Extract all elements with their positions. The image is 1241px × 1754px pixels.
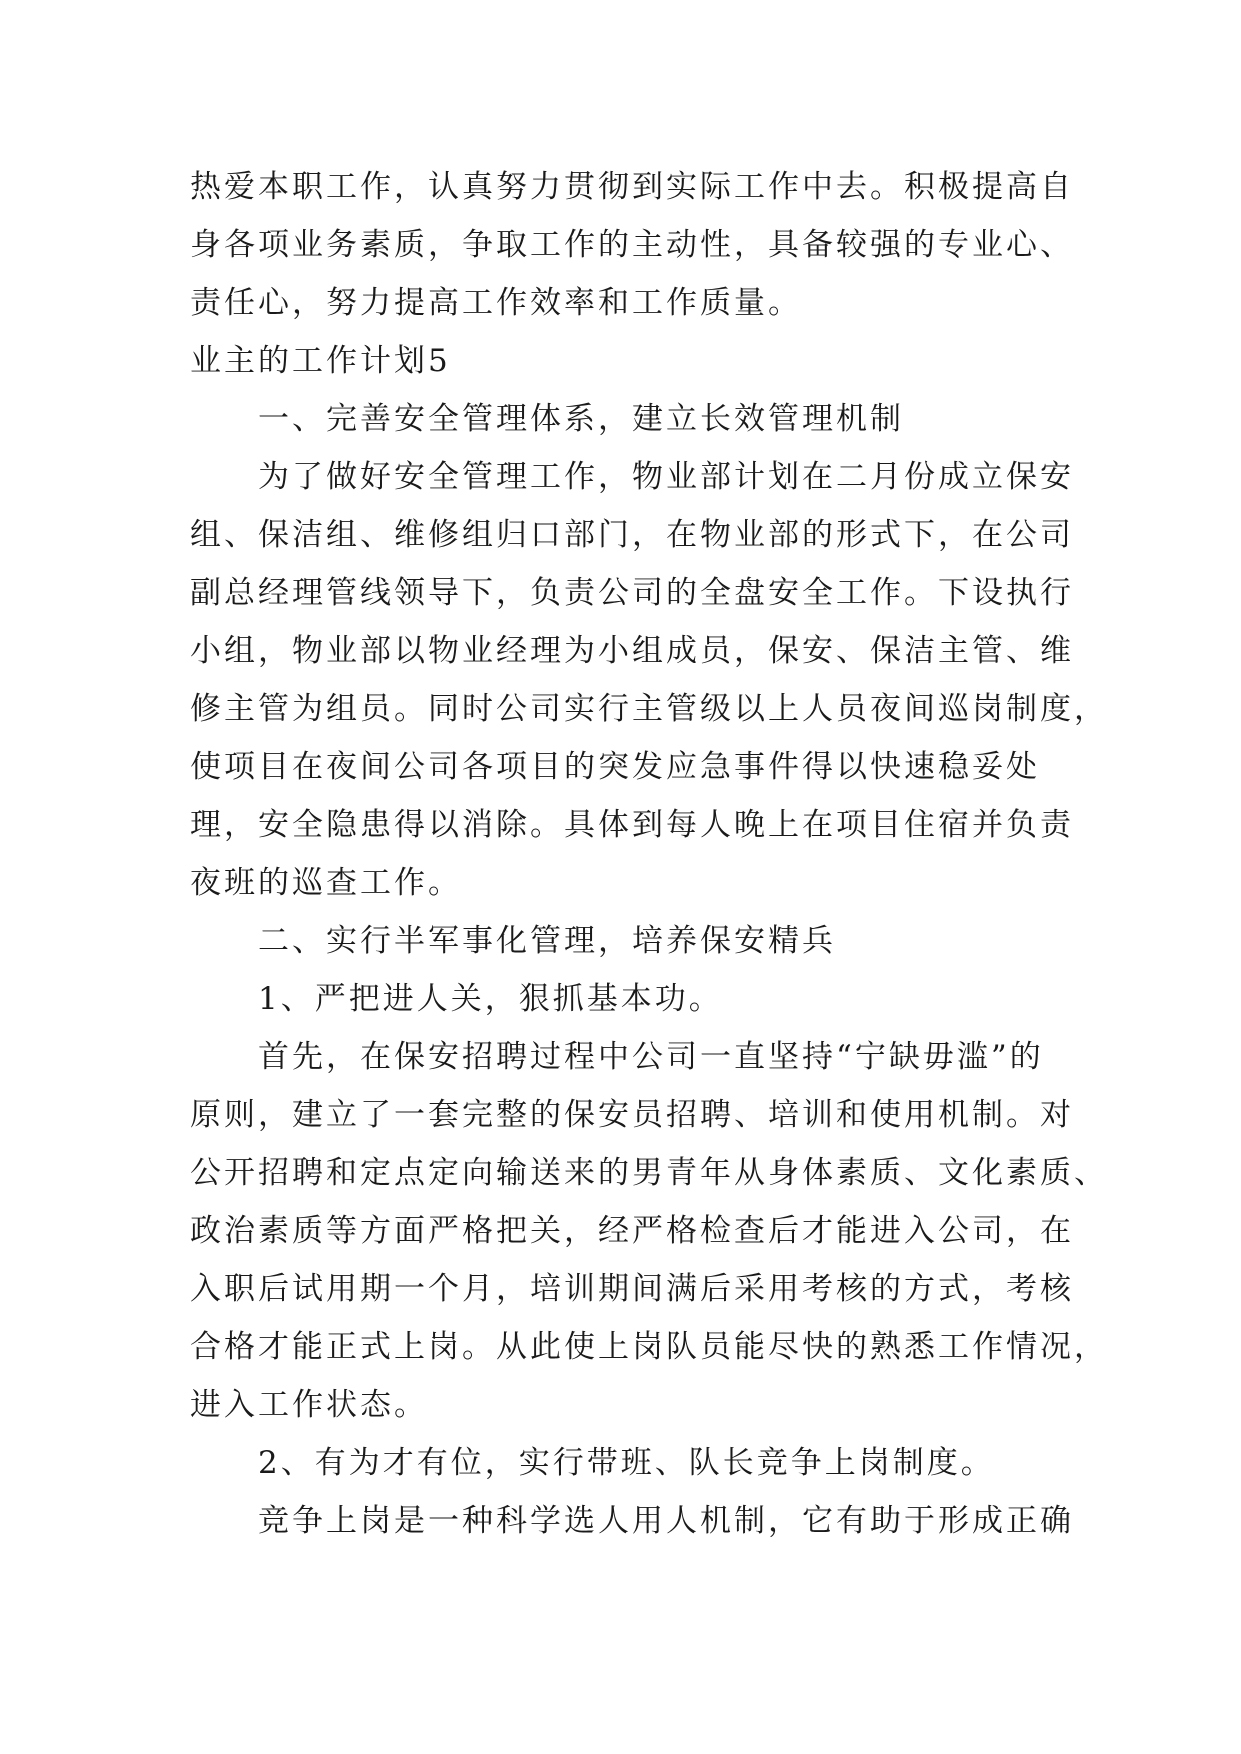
text-line: 组、保洁组、维修组归口部门，在物业部的形式下，在公司 [190, 517, 1074, 553]
text-line: 身各项业务素质，争取工作的主动性，具备较强的专业心、 [190, 227, 1074, 263]
heading-2: 二、实行半军事化管理，培养保安精兵 [258, 923, 836, 959]
text-line: 原则，建立了一套完整的保安员招聘、培训和使用机制。对 [190, 1097, 1074, 1133]
heading-1: 一、完善安全管理体系，建立长效管理机制 [258, 401, 904, 437]
text-line: 首先，在保安招聘过程中公司一直坚持“宁缺毋滥”的 [258, 1039, 1044, 1075]
document-body [190, 158, 1108, 1550]
section-title: 业主的工作计划5 [190, 343, 451, 379]
text-line: 为了做好安全管理工作，物业部计划在二月份成立保安 [258, 459, 1074, 495]
text-line: 进入工作状态。 [190, 1387, 428, 1423]
text-line: 副总经理管线领导下，负责公司的全盘安全工作。下设执行 [190, 575, 1074, 611]
text-line: 竞争上岗是一种科学选人用人机制，它有助于形成正确 [258, 1503, 1074, 1539]
text-line: 入职后试用期一个月，培训期间满后采用考核的方式，考核 [190, 1271, 1074, 1307]
text-line: 修主管为组员。同时公司实行主管级以上人员夜间巡岗制度， [190, 691, 1108, 727]
text-line: 小组，物业部以物业经理为小组成员，保安、保洁主管、维 [190, 633, 1074, 669]
text-line: 使项目在夜间公司各项目的突发应急事件得以快速稳妥处 [190, 749, 1040, 785]
text-line: 公开招聘和定点定向输送来的男青年从身体素质、文化素质、 [190, 1155, 1108, 1191]
text-line: 热爱本职工作，认真努力贯彻到实际工作中去。积极提高自 [190, 169, 1074, 205]
text-line: 政治素质等方面严格把关，经严格检查后才能进入公司，在 [190, 1213, 1074, 1249]
subheading-1: 1、严把进人关，狠抓基本功。 [258, 981, 723, 1017]
subheading-2: 2、有为才有位，实行带班、队长竞争上岗制度。 [258, 1445, 995, 1481]
text-line: 责任心，努力提高工作效率和工作质量。 [190, 285, 802, 321]
text-line: 夜班的巡查工作。 [190, 865, 462, 901]
text-line: 合格才能正式上岗。从此使上岗队员能尽快的熟悉工作情况， [190, 1329, 1108, 1365]
text-line: 理，安全隐患得以消除。具体到每人晚上在项目住宿并负责 [190, 807, 1074, 843]
